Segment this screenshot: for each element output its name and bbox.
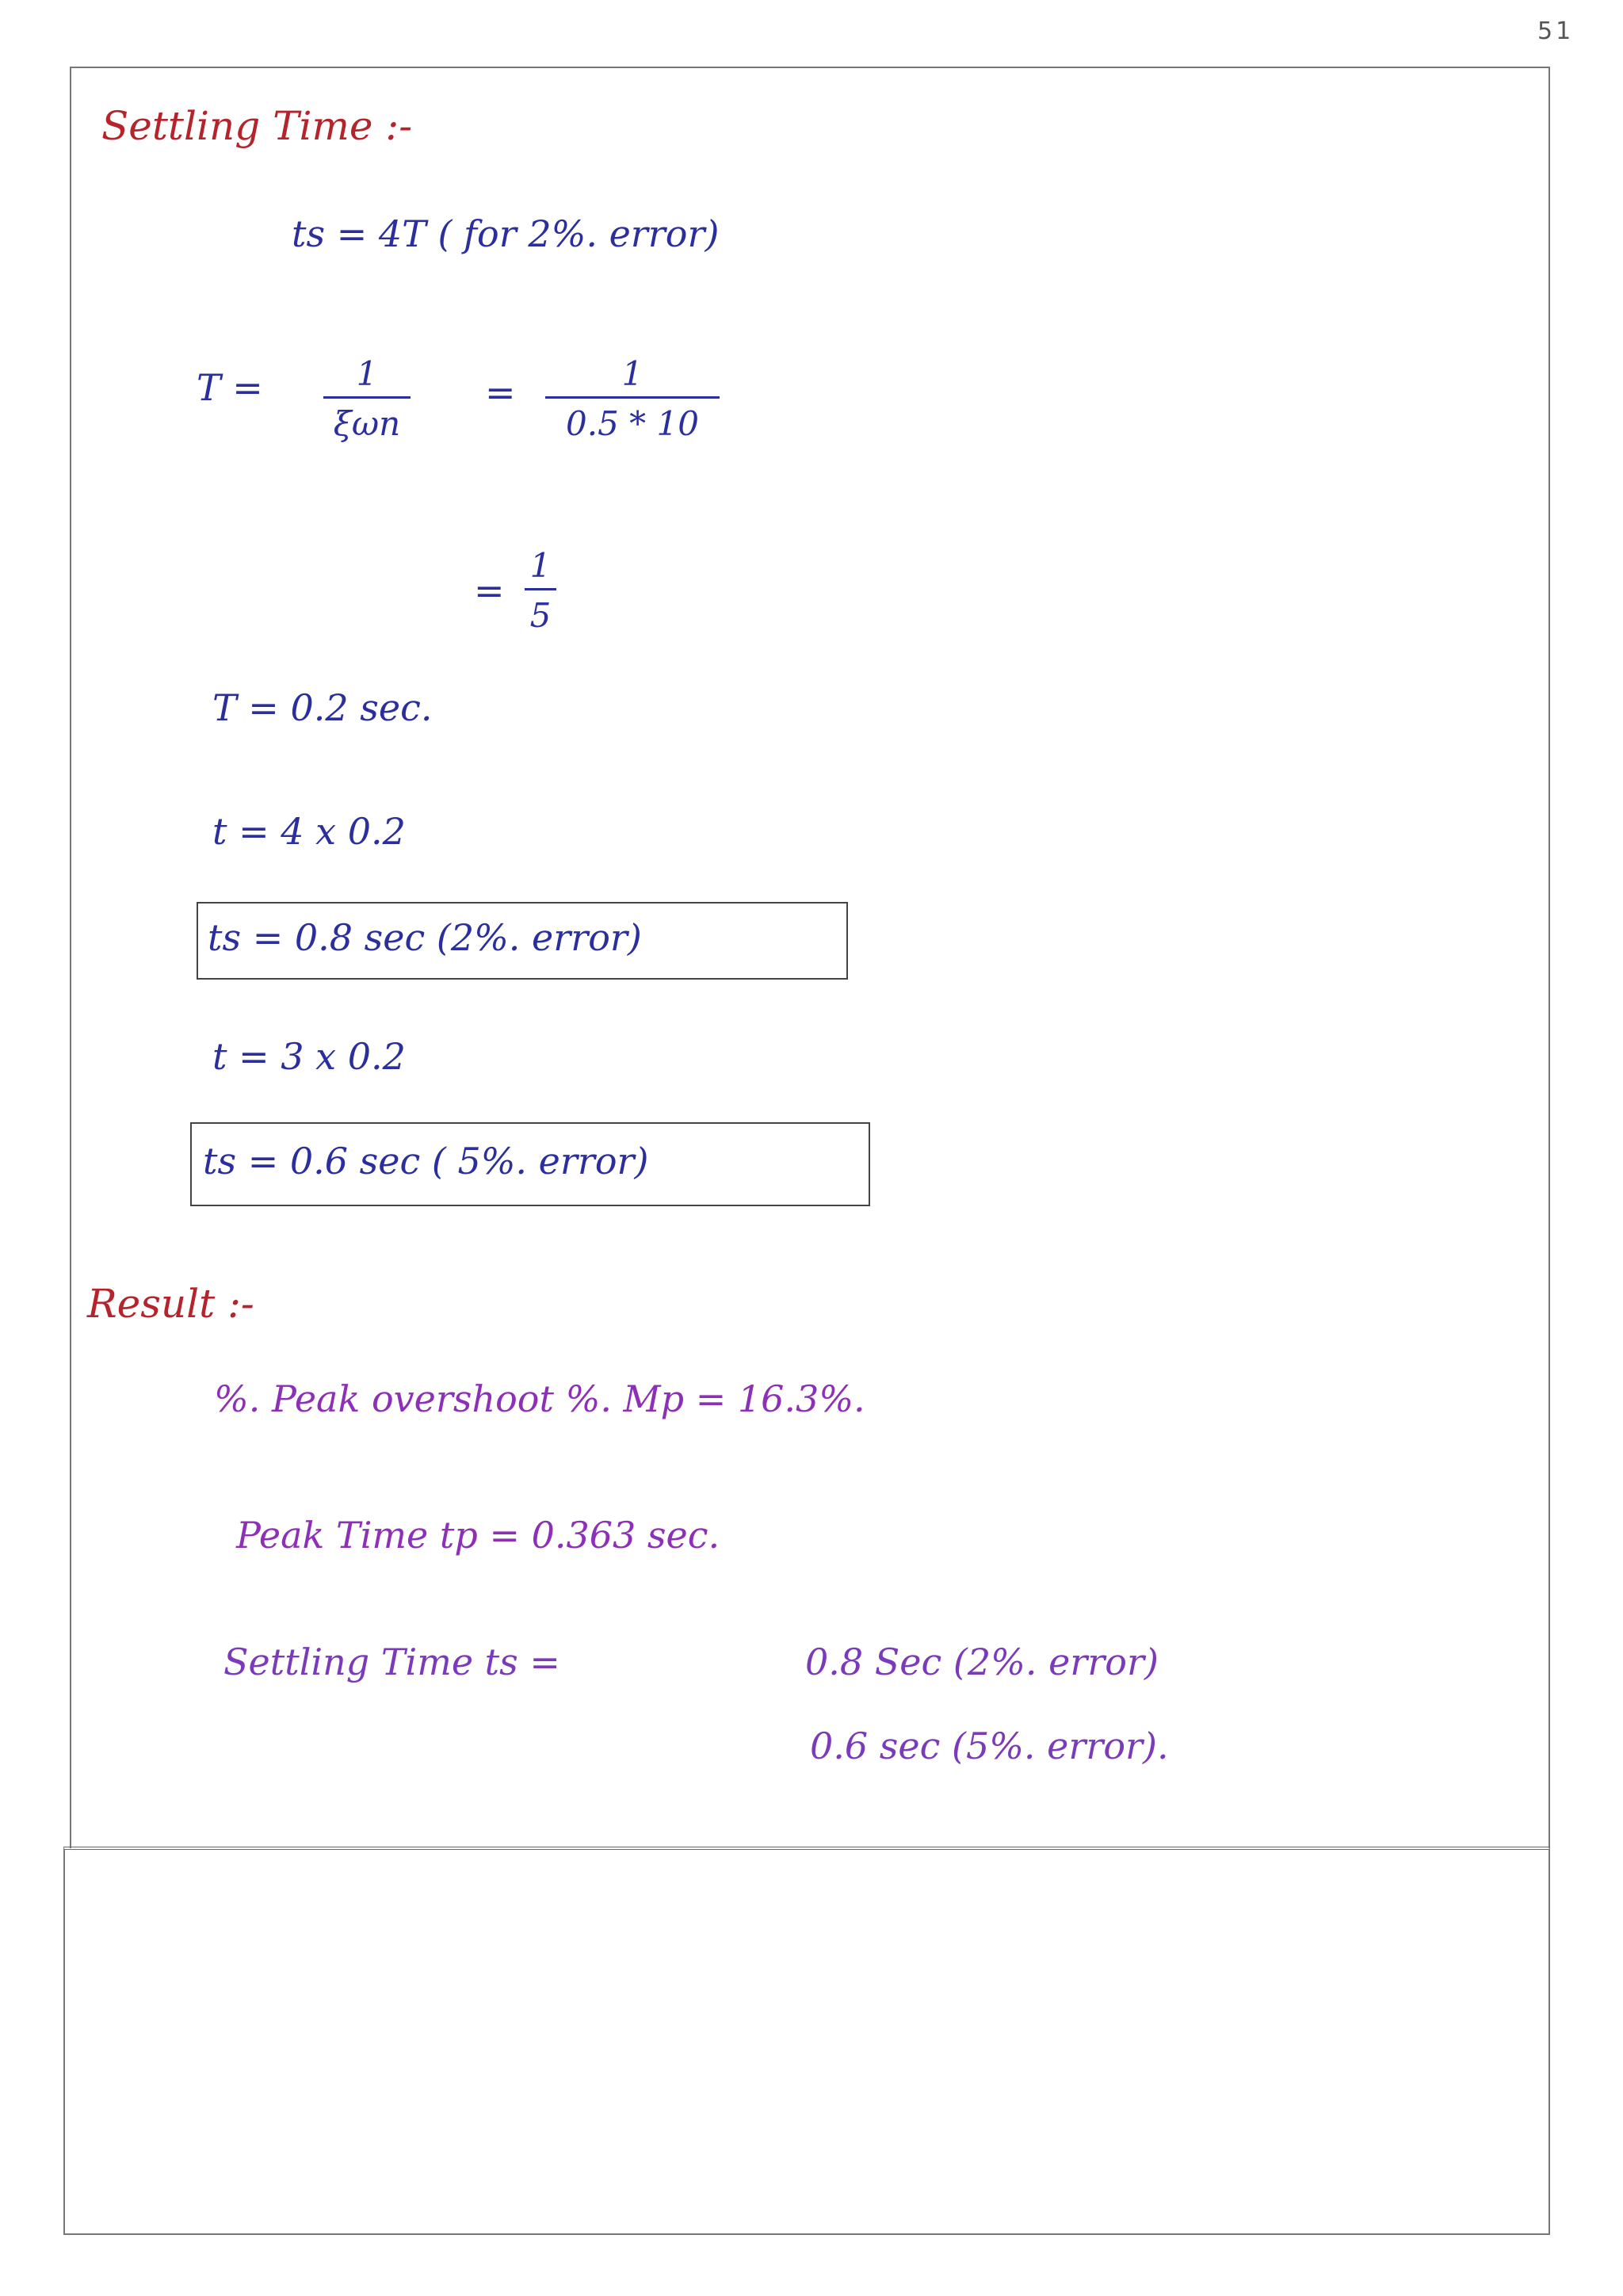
calc-2-percent: t = 4 x 0.2 [212,810,406,853]
equals-sign: = [485,371,516,414]
T-value: T = 0.2 sec. [212,686,433,729]
result-settling-5-percent: 0.6 sec (5%. error). [810,1725,1169,1767]
fraction-numerator: 1 [356,354,378,393]
boxed-result-2-percent [197,902,848,980]
result-heading: Result :- [87,1281,254,1327]
fraction-1-over-5 [525,547,556,635]
fraction-denominator: 5 [529,596,552,635]
result-peak-time: Peak Time tp = 0.363 sec. [236,1514,720,1557]
fraction-numerator: 1 [529,546,552,585]
settling-formula: ts = 4T ( for 2%. error) [292,212,720,255]
fraction-denominator: 0.5 * 10 [566,404,699,443]
result-peak-overshoot: %. Peak overshoot %. Mp = 16.3%. [214,1377,865,1420]
result-5-percent-text: ts = 0.6 sec ( 5%. error) [203,1140,649,1182]
fraction-bar [323,396,411,399]
page-number: 51 [1537,17,1575,45]
result-settling-2-percent: 0.8 Sec (2%. error) [805,1641,1159,1683]
calc-5-percent: t = 3 x 0.2 [212,1035,406,1078]
fraction-bar [545,396,720,399]
settling-time-heading: Settling Time :- [101,103,413,149]
fraction-denominator: ξωn [333,404,401,443]
fraction-numerator: 1 [621,354,643,393]
fraction-1-over-product [545,355,720,443]
fraction-bar [525,588,556,590]
boxed-result-5-percent [190,1122,870,1206]
blank-lower-box [63,1847,1550,2235]
result-2-percent-text: ts = 0.8 sec (2%. error) [208,916,642,959]
T-label: T = [197,366,263,409]
fraction-1-over-zeta-omega [323,355,411,443]
result-settling-time-label: Settling Time ts = [223,1641,560,1683]
equals-sign: = [474,569,505,612]
